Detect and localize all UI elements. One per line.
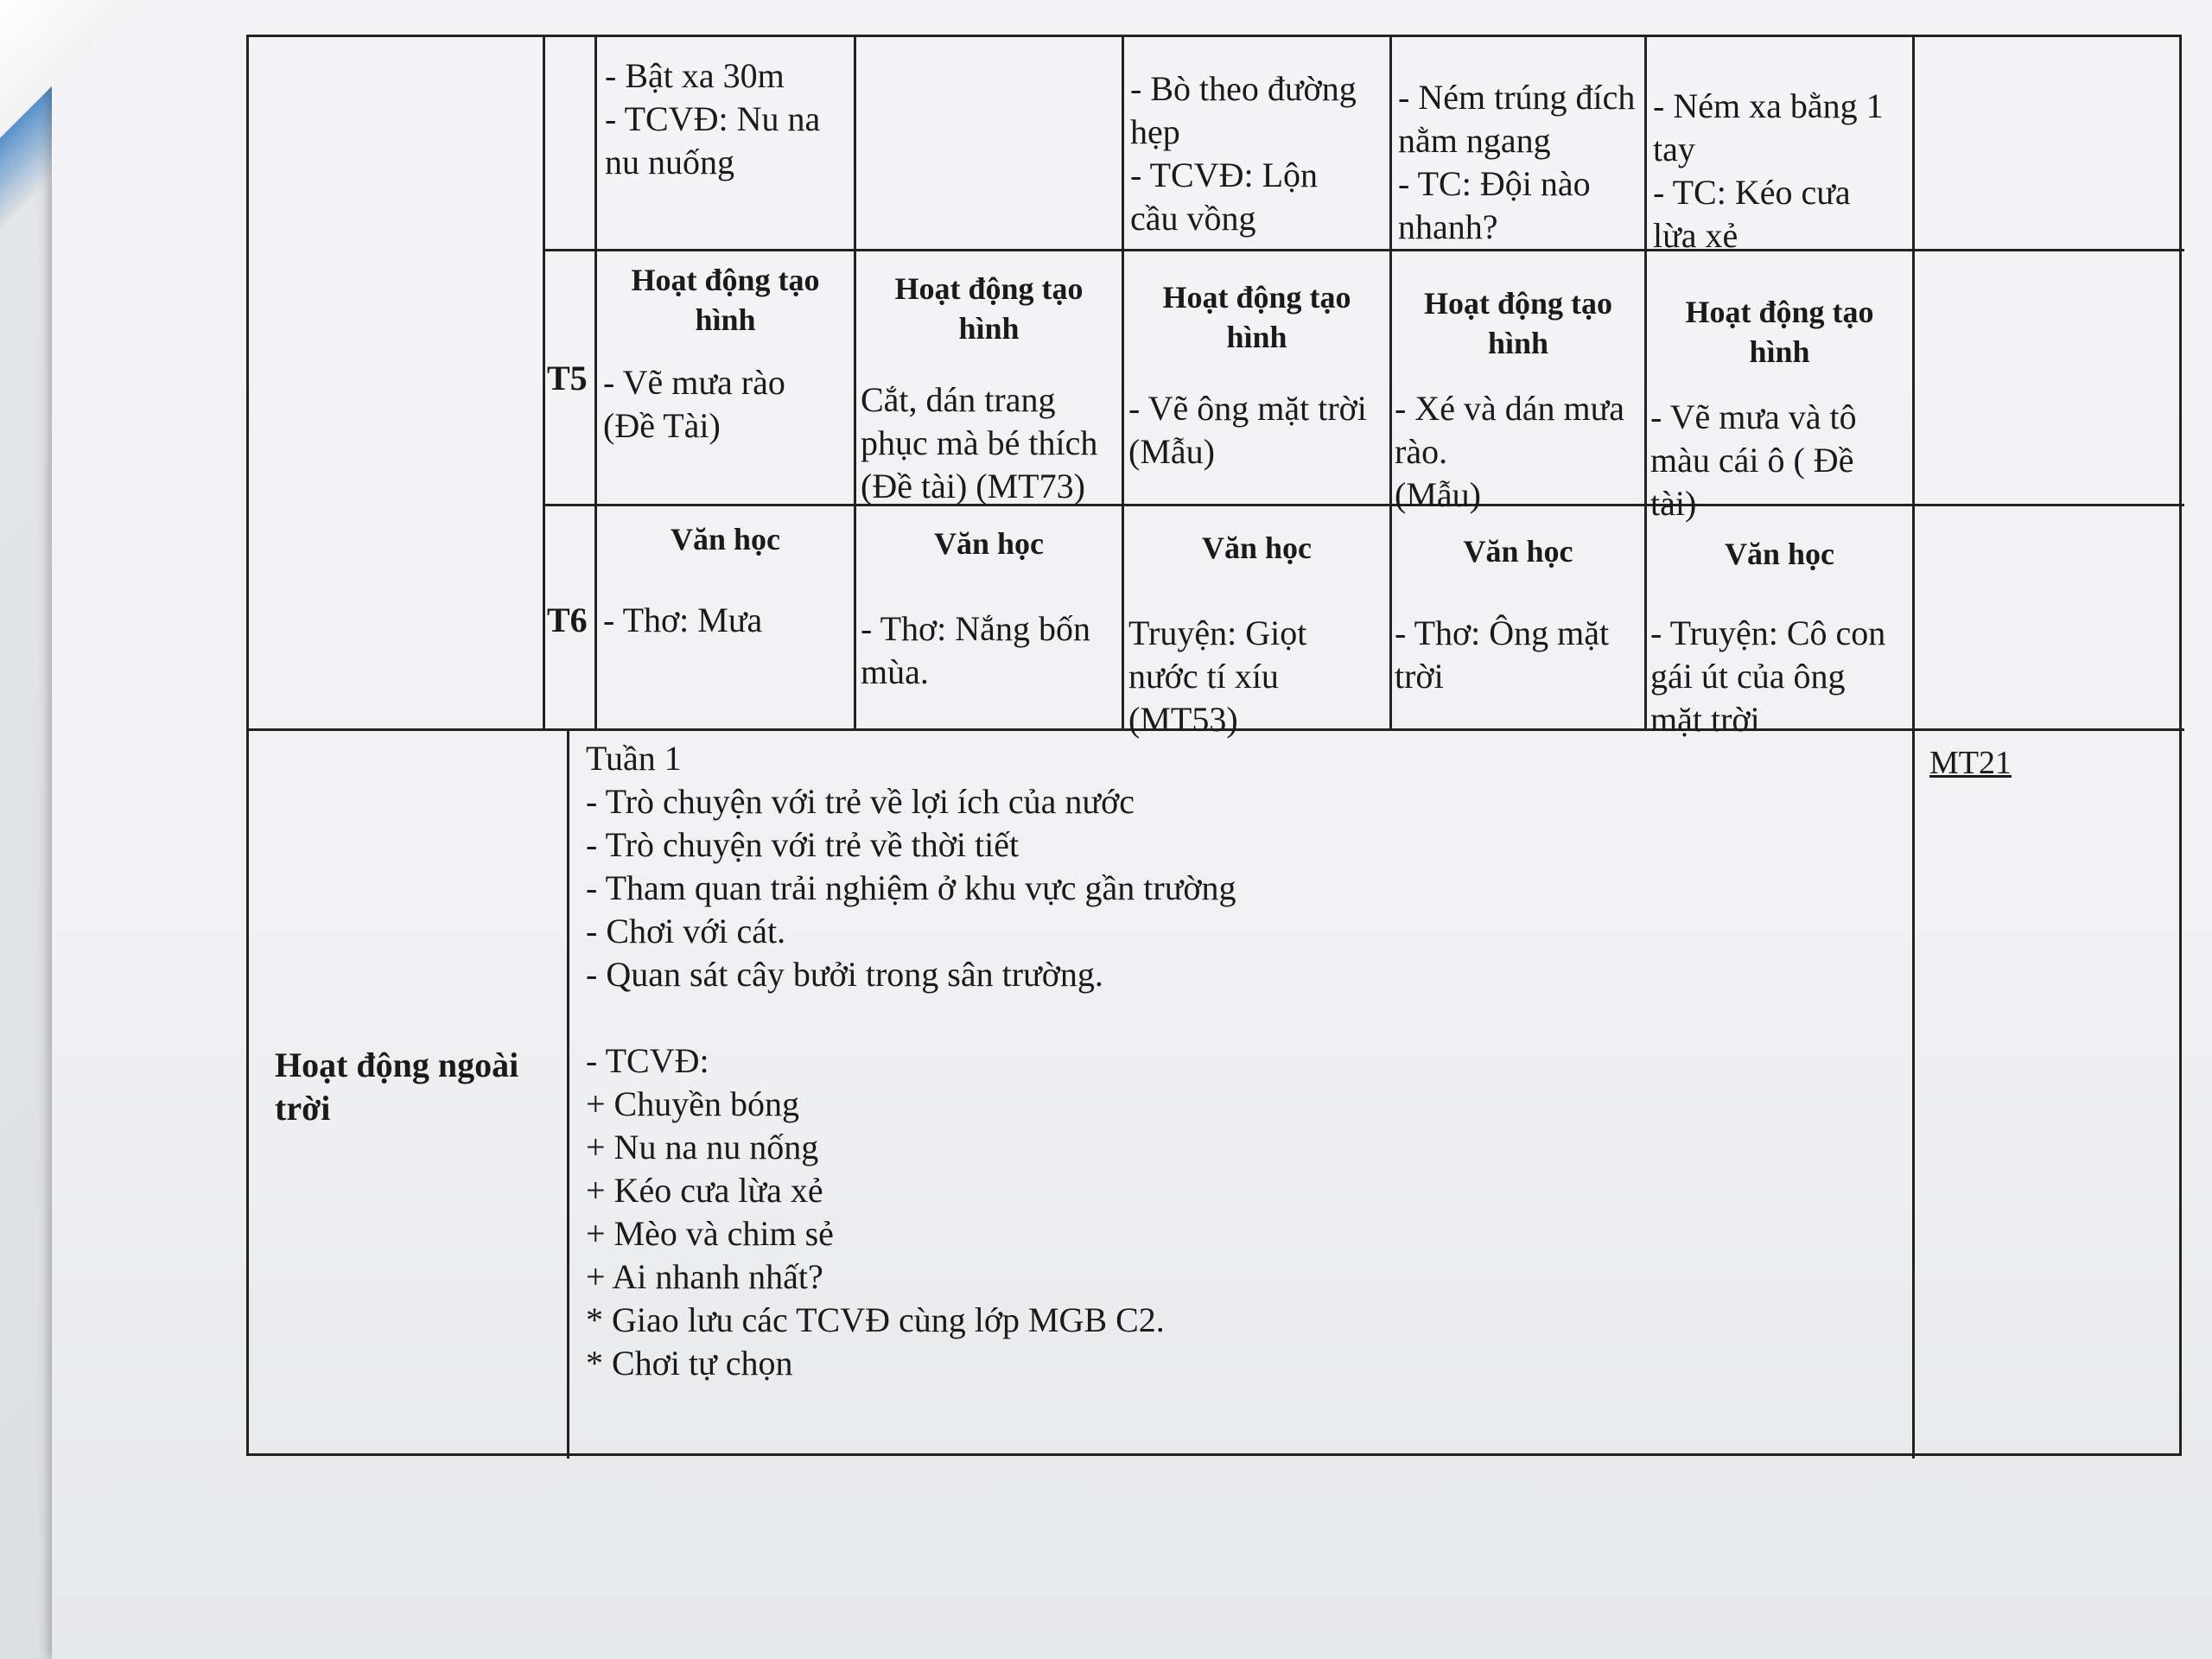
t6-subject-3: Văn học [1201, 531, 1313, 565]
t5-subject-5: Hoạt động tạo hình [1685, 295, 1874, 369]
t6-content-1: - Thơ: Mưa [603, 601, 763, 639]
list-item: + Kéo cưa lừa xẻ [586, 1171, 823, 1210]
list-item: * Chơi tự chọn [586, 1344, 793, 1382]
t6-content-4: - Thơ: Ông mặt trời [1395, 613, 1610, 696]
outdoor-activity-list [586, 737, 1899, 1385]
grid-line [1389, 37, 1392, 728]
t6-subject-2: Văn học [933, 526, 1045, 561]
t5-subject-2: Hoạt động tạo hình [894, 271, 1084, 346]
grid-line [543, 249, 2184, 251]
list-item: - Trò chuyện với trẻ về lợi ích của nước [586, 782, 1135, 821]
list-item: + Nu na nu nống [586, 1128, 819, 1166]
list-item: * Giao lưu các TCVĐ cùng lớp MGB C2. [586, 1300, 1165, 1339]
list-item: - TCVĐ: [586, 1041, 709, 1080]
top-cell-5: - Ném xa bằng 1 tay - TC: Kéo cưa lừa xẻ [1653, 86, 1884, 255]
list-item: - Chơi với cát. [586, 912, 786, 950]
t5-content-2: Cắt, dán trang phục mà bé thích (Đề tài) (MT73) [861, 380, 1098, 505]
list-item: - Trò chuyện với trẻ về thời tiết [586, 825, 1020, 864]
list-item: + Ai nhanh nhất? [586, 1257, 823, 1296]
t6-subject-1: Văn học [670, 522, 781, 556]
top-cell-3: - Bò theo đường hẹp - TCVĐ: Lộn cầu vồng [1130, 69, 1357, 238]
paper-fold [0, 0, 138, 138]
grid-line [543, 504, 2184, 506]
grid-line [1644, 37, 1647, 728]
grid-line [594, 37, 597, 728]
lesson-plan-table [246, 35, 2182, 1456]
t6-content-5: - Truyện: Cô con gái út của ông mặt trời [1650, 613, 1886, 739]
t6-subject-4: Văn học [1463, 534, 1573, 569]
t5-subject-1: Hoạt động tạo hình [631, 263, 820, 337]
t5-content-3: - Vẽ ông mặt trời (Mẫu) [1128, 389, 1367, 471]
t6-content-2: - Thơ: Nắng bốn mùa. [861, 609, 1090, 691]
day-label-t6: T6 [547, 601, 588, 639]
list-item: - Quan sát cây bưởi trong sân trường. [586, 955, 1103, 994]
list-item: Tuần 1 [586, 739, 682, 778]
grid-line [854, 37, 856, 728]
t5-content-4: - Xé và dán mưa rào. (Mẫu) [1395, 389, 1625, 514]
grid-line [567, 728, 569, 1459]
list-item: - Tham quan trải nghiệm ở khu vực gần trường [586, 868, 1236, 907]
day-label-t5: T5 [547, 359, 588, 397]
objective-code: MT21 [1929, 745, 2012, 781]
list-item: + Chuyền bóng [586, 1084, 799, 1123]
t5-content-5: - Vẽ mưa và tô màu cái ô ( Đề tài) [1650, 397, 1857, 523]
list-item: + Mèo và chim sẻ [586, 1214, 834, 1253]
top-cell-4: - Ném trúng đích nằm ngang - TC: Đội nào nhanh? [1398, 78, 1636, 246]
t6-subject-5: Văn học [1724, 537, 1835, 571]
t5-subject-3: Hoạt động tạo hình [1162, 280, 1351, 354]
t5-subject-4: Hoạt động tạo hình [1423, 286, 1613, 360]
outdoor-activity-label: Hoạt động ngoài trời [275, 1046, 519, 1128]
t6-content-3: Truyện: Giọt nước tí xíu (MT53) [1128, 613, 1307, 739]
grid-line [543, 37, 545, 728]
list-item [586, 996, 1899, 1039]
grid-line [1122, 37, 1124, 728]
top-cell-1: - Bật xa 30m - TCVĐ: Nu na nu nuống [605, 56, 821, 181]
t5-content-1: - Vẽ mưa rào (Đề Tài) [603, 363, 785, 445]
